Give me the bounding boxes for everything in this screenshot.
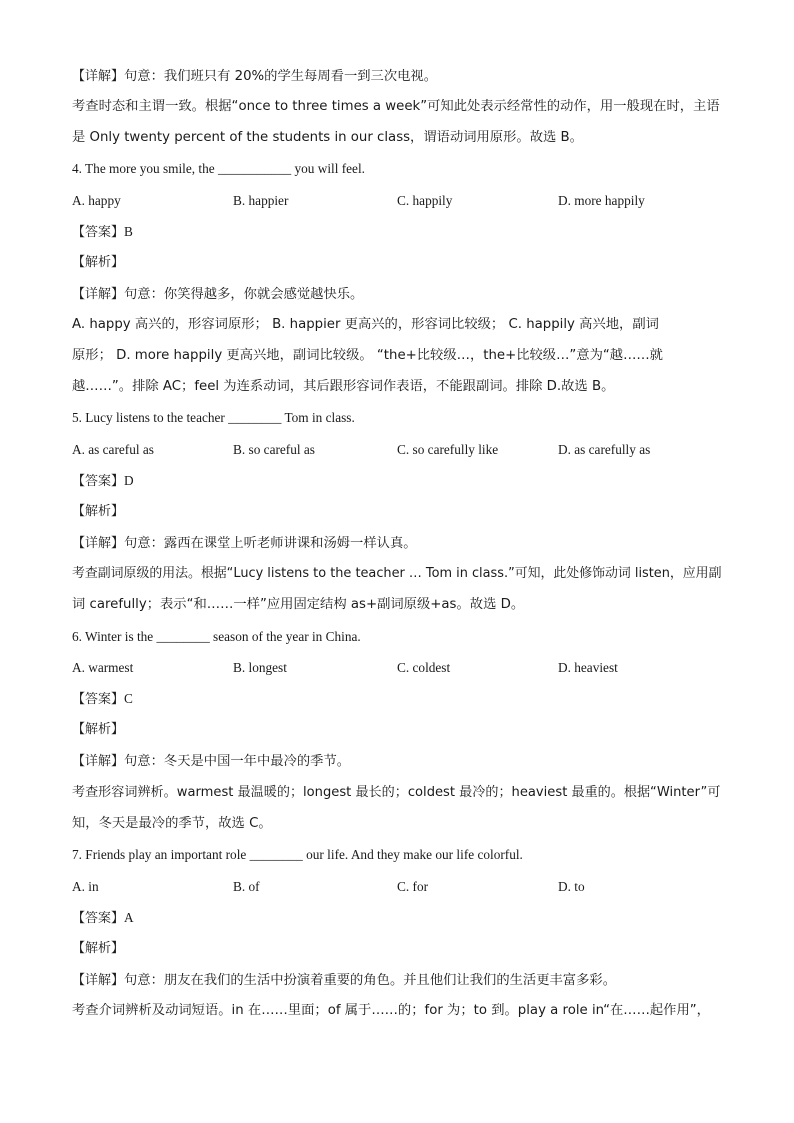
q6-explanation-line-2: 知，冬天是最冷的季节，故选 C。 (72, 816, 272, 831)
q5-detail-line (72, 533, 722, 554)
q6-detail-text: 句意：冬天是中国一年中最冷的季节。 (124, 754, 351, 769)
q7-analysis-tag: 【解析】 (72, 941, 125, 956)
detail-tag: 【详解】 (72, 536, 125, 551)
q4-answer-line (72, 222, 722, 243)
q5-option-d: D. as carefully as (558, 442, 651, 457)
q7-answer-line (72, 908, 722, 929)
q5-option-b: B. so careful as (233, 442, 315, 457)
q3-detail-text: 句意：我们班只有 20%的学生每周看一到三次电视。 (124, 69, 438, 84)
q4-explanation-line-2: 原形； D. more happily 更高兴地，副词比较级。 “the+比较级…，the+比较级…”意为“越……就 (72, 348, 663, 363)
q7-answer: A (124, 910, 134, 925)
answer-tag: 【答案】 (72, 911, 125, 926)
q6-stem: 6. Winter is the ________ season of the year in China. (72, 629, 361, 644)
answer-tag: 【答案】 (72, 692, 125, 707)
q7-option-a: A. in (72, 879, 99, 894)
q7-option-c: C. for (397, 879, 429, 894)
q5-answer: D (124, 473, 134, 488)
answer-tag: 【答案】 (72, 474, 125, 489)
q4-detail-text: 句意：你笑得越多，你就会感觉越快乐。 (124, 287, 364, 302)
q5-option-c: C. so carefully like (397, 442, 499, 457)
q7-option-b: B. of (233, 879, 260, 894)
q6-option-a: A. warmest (72, 660, 134, 675)
q7-detail-text: 句意：朋友在我们的生活中扮演着重要的角色。并且他们让我们的生活更丰富多彩。 (124, 973, 616, 988)
q6-option-b: B. longest (233, 660, 287, 675)
q4-stem: 4. The more you smile, the ___________ you will feel. (72, 161, 365, 176)
detail-tag: 【详解】 (72, 69, 125, 84)
q5-explanation-line-1: 考查副词原级的用法。根据“Lucy listens to the teacher … Tom in class.”可知，此处修饰动词 listen，应用副 (72, 566, 722, 581)
q6-detail-line (72, 751, 722, 772)
q4-explanation-line-3: 越……”。排除 AC；feel 为连系动词，其后跟形容词作表语，不能跟副词。排除 D.故选 B。 (72, 379, 615, 394)
q5-stem: 5. Lucy listens to the teacher ________ Tom in class. (72, 410, 355, 425)
q4-answer: B (124, 224, 133, 239)
q3-explanation-line-2: 是 Only twenty percent of the students in our class，谓语动词用原形。故选 B。 (72, 130, 583, 145)
q5-explanation-line-2: 词 carefully；表示“和……一样”应用固定结构 as+副词原级+as。故选 D。 (72, 597, 525, 612)
q5-analysis-tag: 【解析】 (72, 504, 125, 519)
detail-tag: 【详解】 (72, 754, 125, 769)
q4-option-a: A. happy (72, 193, 121, 208)
q5-answer-line (72, 471, 722, 492)
q4-explanation-line-1: A. happy 高兴的，形容词原形； B. happier 更高兴的，形容词比较级； C. happily 高兴地，副词 (72, 317, 659, 332)
q6-answer: C (124, 691, 133, 706)
q6-option-d: D. heaviest (558, 660, 618, 675)
q3-detail-line (72, 66, 722, 87)
detail-tag: 【详解】 (72, 287, 125, 302)
q4-analysis-tag: 【解析】 (72, 255, 125, 270)
q6-analysis-tag: 【解析】 (72, 722, 125, 737)
q4-option-c: C. happily (397, 193, 453, 208)
q4-option-d: D. more happily (558, 193, 645, 208)
q7-option-d: D. to (558, 879, 585, 894)
answer-tag: 【答案】 (72, 225, 125, 240)
q7-explanation-line-1: 考查介词辨析及动词短语。in 在……里面；of 属于……的；for 为；to 到。play a role in“在……起作用”， (72, 1003, 710, 1018)
q6-answer-line (72, 689, 722, 710)
q7-detail-line (72, 970, 722, 991)
q5-option-a: A. as careful as (72, 442, 154, 457)
detail-tag: 【详解】 (72, 973, 125, 988)
q4-option-b: B. happier (233, 193, 289, 208)
q3-explanation-line-1: 考查时态和主谓一致。根据“once to three times a week”可知此处表示经常性的动作，用一般现在时，主语 (72, 99, 720, 114)
q4-detail-line (72, 284, 722, 305)
q5-detail-text: 句意：露西在课堂上听老师讲课和汤姆一样认真。 (124, 536, 417, 551)
q6-explanation-line-1: 考查形容词辨析。warmest 最温暖的；longest 最长的；coldest 最冷的；heaviest 最重的。根据“Winter”可 (72, 785, 721, 800)
q7-stem: 7. Friends play an important role ________ our life. And they make our life colorful. (72, 847, 523, 862)
q6-option-c: C. coldest (397, 660, 451, 675)
